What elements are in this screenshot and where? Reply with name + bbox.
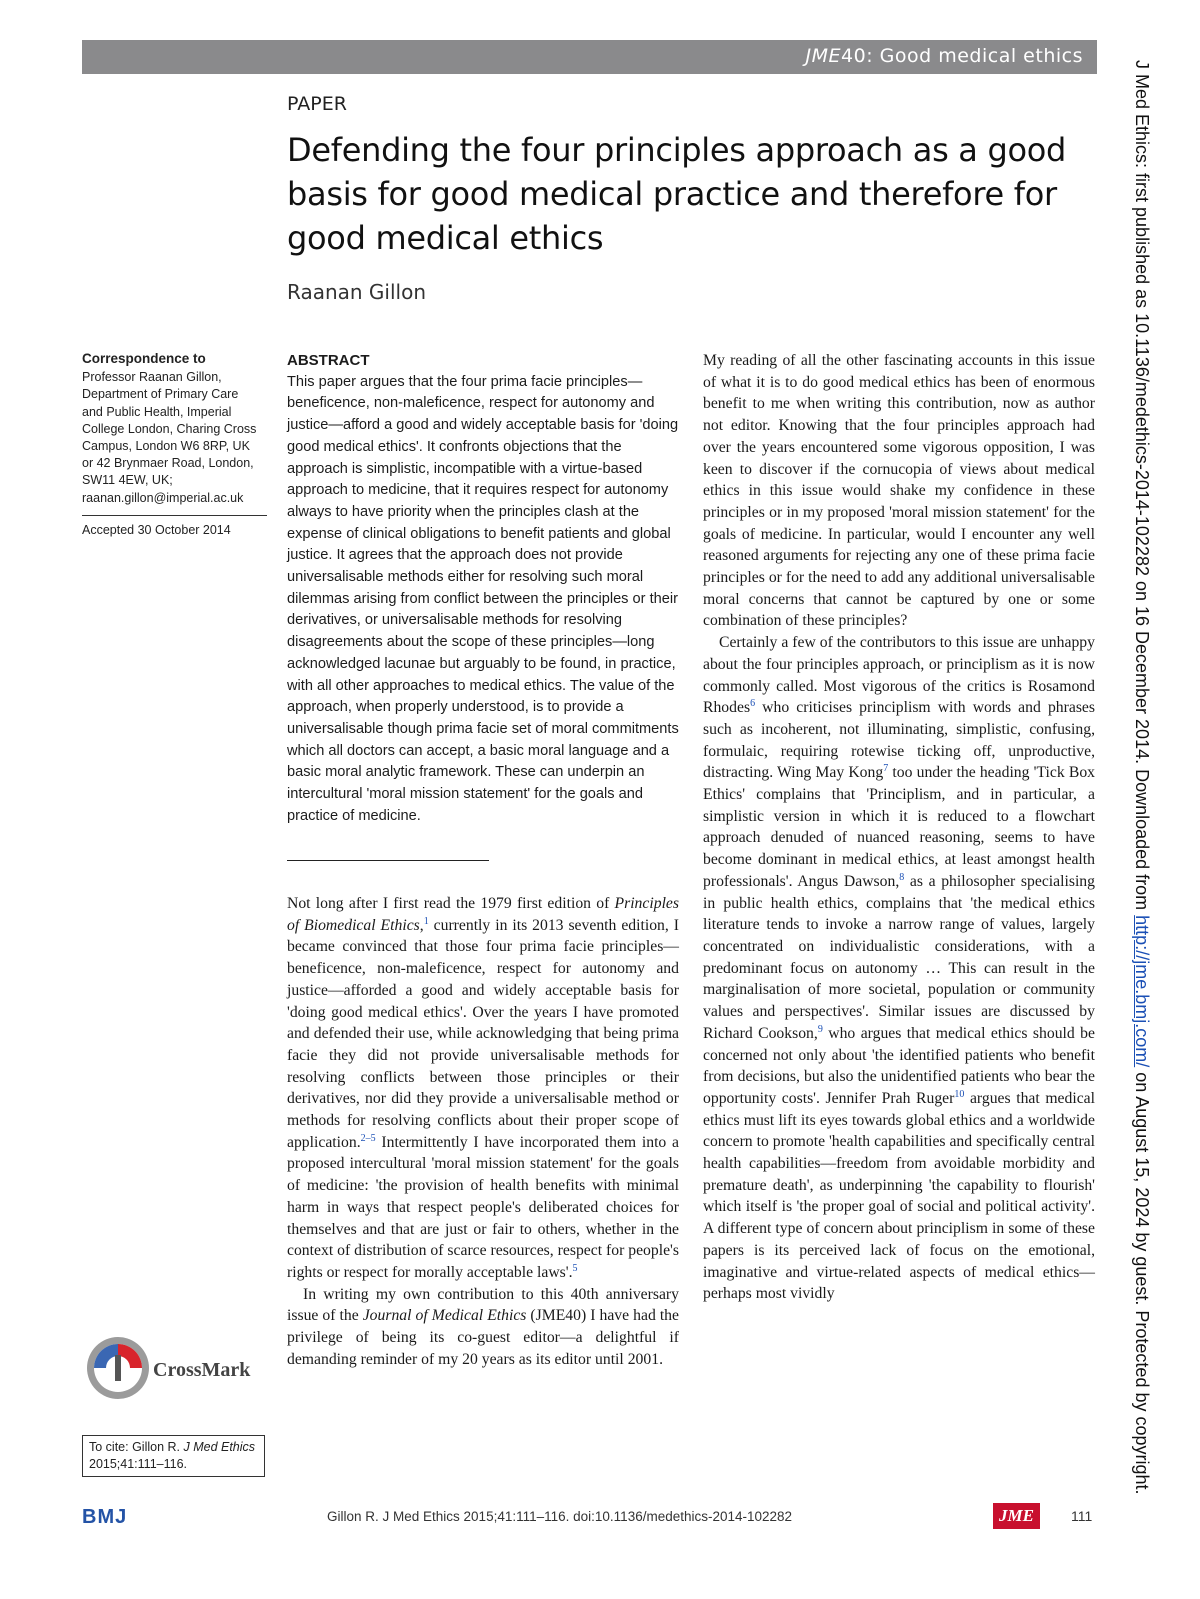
correspondence-line: Professor Raanan Gillon, bbox=[82, 370, 222, 385]
download-notice: J Med Ethics: first published as 10.1136/medethics-2014-102282 on 16 December 2014. Downloaded from http://jme.bmj.com/ on August 15, 2024 by guest. Protected by copyright. bbox=[1132, 60, 1152, 1495]
journal-link[interactable]: http://jme.bmj.com/ bbox=[1132, 915, 1152, 1068]
abstract-divider bbox=[287, 860, 489, 861]
journal-header-bar bbox=[82, 40, 1097, 74]
correspondence-line: College London, Charing Cross bbox=[82, 421, 257, 436]
footer-citation: Gillon R. J Med Ethics 2015;41:111–116. doi:10.1136/medethics-2014-102282 bbox=[327, 1509, 793, 1524]
author-name: Raanan Gillon bbox=[287, 280, 427, 304]
series-title: JME40: Good medical ethics bbox=[805, 45, 1083, 67]
abstract-heading: ABSTRACT bbox=[287, 352, 370, 369]
bmj-logo: BMJ bbox=[82, 1506, 128, 1528]
body-paragraph: Not long after I first read the 1979 first edition of Principles of Biomedical Ethics,$^1$ currently in its 2013 seventh edition, I became convinced that those four prima facie principles—beneficence, non-maleficence, respect for autonomy and justice—afforded a good and widely acceptable basis for 'doing good medical ethics'. Over the years I have promoted and defended their use, while acknowledging that being prima facie they did not provide universalisable methods for resolving conflicts between those principles or their derivatives, nor did they provide a universalisable method or methods for resolving conflicts about their proper scope of application.$^{2-5}$ Intermittently I have incorporated them into a proposed intercultural 'moral mission statement' for the goals of medicine: 'the provision of health benefits with minimal harm in ways that respect people's deliberated choices for themselves and that are just or fair to others, whether in the context of distribution of scarce resources, respect for people's rights or respect for morally acceptable laws'.$^5$ bbox=[287, 895, 679, 1281]
body-paragraph: In writing my own contribution to this 40th anniversary issue of the Journal of Medical Ethics (JME40) I have had the privilege of being its co-guest editor—a delightful if demanding reminder of my 20 years as its editor until 2001. bbox=[287, 1285, 679, 1368]
correspondence-line: Department of Primary Care bbox=[82, 387, 239, 402]
divider bbox=[82, 515, 267, 516]
accepted-date: Accepted 30 October 2014 bbox=[82, 522, 231, 537]
crossmark-badge[interactable] bbox=[85, 1335, 265, 1405]
reference-link[interactable]: 2–5 bbox=[360, 1132, 376, 1144]
reference-link[interactable]: 6 bbox=[750, 698, 756, 710]
correspondence-line: or 42 Brynmaer Road, London, bbox=[82, 456, 254, 471]
body-paragraph: Certainly a few of the contributors to this issue are unhappy about the four principles approach, or principlism as it is now commonly called. Most vigorous of the critics is Rosamond Rhodes$^6$ who criticises principlism with words and phrases such as incoherent, not illuminating, simplistic, confusing, formulaic, requiring rotewise ticking off, unproductive, distracting. Wing May Kong$^7$ too under the heading 'Tick Box Ethics' complains that 'Principlism, and in particular, a simplistic version in which it is reduced to a flowchart approach denuded of nuanced reasoning, seems to have become dominant in medical ethics, at least amongst health professionals'. Angus Dawson,$^8$ as a philosopher specialising in public health ethics, complains that 'the medical ethics literature tends to invoke a narrow range of values, largely concentrated on individualistic considerations, with a predominant focus on autonomy … This can result in the marginalisation of more societal, population or community values and perspectives'. Similar issues are discussed by Richard Cookson,$^9$ who argues that medical ethics should be concerned not only about 'the identified patients who benefit from decisions, but also the unidentified patients who bear the opportunity costs'. Jennifer Prah Ruger$^{10}$ argues that medical ethics must lift its eyes towards global ethics and a worldwide concern to promote 'health capabilities and specifically central health capabilities—freedom from avoidable morbidity and premature death', as underpinning 'the capability to flourish' which itself is 'the proper goal of social and political activity'. A different type of concern about principlism in some of these papers is its perceived lack of focus on the emotional, imaginative and virtue-related aspects of medical ethics—perhaps most vividly bbox=[703, 634, 1096, 1303]
body-column-left bbox=[287, 893, 679, 1370]
section-label: PAPER bbox=[287, 93, 347, 115]
correspondence-line: Campus, London W6 8RP, UK bbox=[82, 439, 250, 454]
article-title: Defending the four principles approach as a good basis for good medical practice and therefore for good medical ethics bbox=[287, 131, 1067, 257]
jme-logo: JME bbox=[993, 1503, 1040, 1529]
abstract-text: This paper argues that the four prima facie principles—beneficence, non-maleficence, respect for autonomy and justice—afford a good and widely acceptable basis for 'doing good medical ethics'. It confronts objections that the approach is simplistic, incompatible with a virtue-based approach to medicine, that it requires respect for autonomy always to have priority when the principles clash at the expense of clinical obligations to benefit patients and global justice. It agrees that the approach does not provide universalisable methods either for resolving such moral dilemmas arising from conflict between the principles or their derivatives, or universalisable methods for resolving disagreements about the scope of these principles—long acknowledged lacunae but arguably to be found, in practice, with all other approaches to medical ethics. The value of the approach, when properly understood, is to provide a universalisable though prima facie set of moral commitments which all doctors can accept, a basic moral language and a basic moral analytic framework. These can underpin an intercultural 'moral mission statement' for the goals and practice of medicine. bbox=[287, 373, 679, 824]
reference-link[interactable]: 1 bbox=[423, 915, 429, 927]
correspondence-line: and Public Health, Imperial bbox=[82, 404, 232, 419]
crossmark-icon bbox=[85, 1335, 151, 1401]
reference-link[interactable]: 8 bbox=[899, 871, 905, 883]
body-paragraph: My reading of all the other fascinating accounts in this issue of what it is to do good medical ethics has been of enormous benefit to me when writing this contribution, now as author not editor. Knowing that the four principles approach had over the years encountered some vigorous opposition, I was keen to discover if the cornucopia of views about medical ethics in this issue would shake my confidence in these principles or in my proposed 'moral mission statement' for the goals of medicine. In particular, would I encounter any well reasoned arguments for rejecting any one of these prima facie principles or for the need to add any additional universalisable moral concerns that cannot be captured by one or some combination of these principles? bbox=[703, 352, 1095, 630]
crossmark-label: CrossMark bbox=[153, 1359, 251, 1381]
reference-link[interactable]: 9 bbox=[817, 1023, 823, 1035]
correspondence-block bbox=[82, 350, 267, 539]
reference-link[interactable]: 10 bbox=[954, 1088, 965, 1100]
correspondence-heading: Correspondence to bbox=[82, 351, 206, 366]
reference-link[interactable]: 5 bbox=[572, 1262, 578, 1274]
abstract bbox=[287, 350, 682, 827]
correspondence-email[interactable]: raanan.gillon@imperial.ac.uk bbox=[82, 490, 244, 505]
body-column-right bbox=[703, 350, 1095, 1305]
page-number: 111 bbox=[1071, 1508, 1093, 1524]
correspondence-line: SW11 4EW, UK; bbox=[82, 473, 173, 488]
citation-box: To cite: Gillon R. J Med Ethics 2015;41:111–116. bbox=[82, 1435, 265, 1477]
reference-link[interactable]: 7 bbox=[883, 763, 889, 775]
